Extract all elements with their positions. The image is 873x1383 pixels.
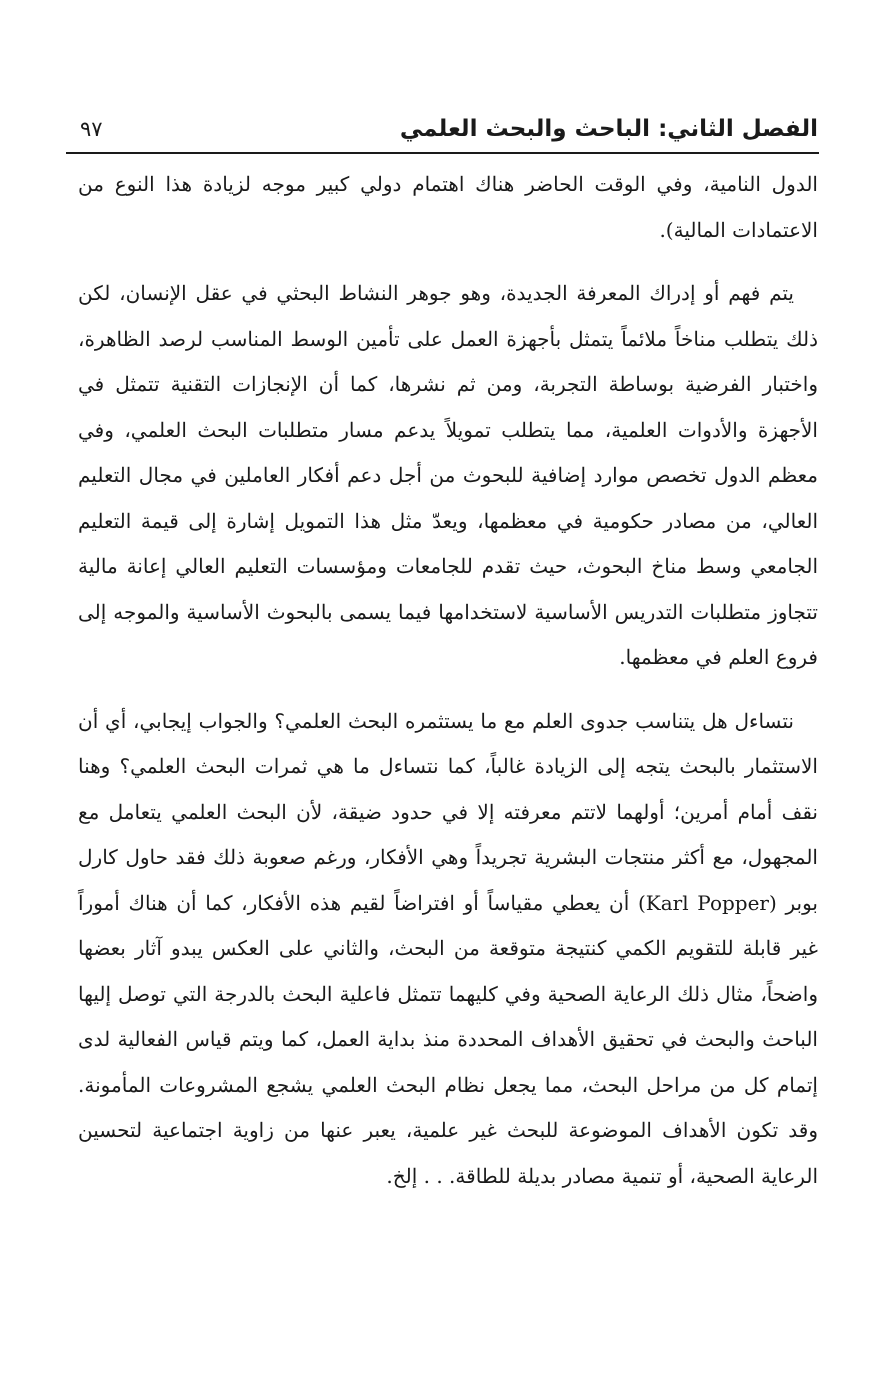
body-text: [78, 162, 818, 1199]
page-number: ٩٧: [80, 117, 103, 141]
paragraph-3: نتساءل هل يتناسب جدوى العلم مع ما يستثمره البحث العلمي؟ والجواب إيجابي، أي أن الاستثمار بالبحث يتجه إلى الزيادة غالباً، كما نتساءل ما هي ثمرات البحث العلمي؟ وهنا نقف أمام أمرين؛ أولهما لاتتم معرفته إلا في حدود ضيقة، لأن البحث العلمي يتعامل مع المجهول، مع أكثر منتجات البشرية تجريداً وهي الأفكار، ورغم صعوبة ذلك فقد حاول كارل بوبر (Karl Popper) أن يعطي مقياساً أو افتراضاً لقيم هذه الأفكار، كما أن هناك أموراً غير قابلة للتقويم الكمي كنتيجة متوقعة من البحث، والثاني على العكس يبدو آثار بعضها واضحاً، مثال ذلك الرعاية الصحية وفي كليهما تتمثل فاعلية البحث بالدرجة التي توصل إليها الباحث والبحث في تحقيق الأهداف المحددة منذ بداية العمل، كما ويتم قياس الفعالية لدى إتمام كل من مراحل البحث، مما يجعل نظام البحث العلمي يشجع المشروعات المأمونة. وقد تكون الأهداف الموضوعة للبحث غير علمية، يعبر عنها من زاوية اجتماعية لتحسين الرعاية الصحية، أو تنمية مصادر بديلة للطاقة. . . إلخ.: [78, 708, 818, 1188]
paragraph-2: يتم فهم أو إدراك المعرفة الجديدة، وهو جوهر النشاط البحثي في عقل الإنسان، لكن ذلك يتطلب مناخاً ملائماً يتمثل بأجهزة العمل على تأمين الوسط المناسب لرصد الظاهرة، واختبار الفرضية بوساطة التجربة، ومن ثم نشرها، كما أن الإنجازات التقنية تتمثل في الأجهزة والأدوات العلمية، مما يتطلب تمويلاً يدعم مسار متطلبات البحث العلمي، وفي معظم الدول تخصص موارد إضافية للبحوث من أجل دعم أفكار العاملين في مجال التعليم العالي، من مصادر حكومية في معظمها، ويعدّ مثل هذا التمويل إشارة إلى قيمة التعليم الجامعي وسط مناخ البحوث، حيث تقدم للجامعات ومؤسسات التعليم العالي إعانة مالية تتجاوز متطلبات التدريس الأساسية لاستخدامها فيما يسمى بالبحوث الأساسية والموجه إلى فروع العلم في معظمها.: [78, 281, 818, 669]
running-header: [72, 112, 818, 152]
header-divider: [66, 152, 819, 154]
paragraph-1: الدول النامية، وفي الوقت الحاضر هناك اهتمام دولي كبير موجه لزيادة هذا النوع من الاعتمادات المالية).: [78, 172, 818, 242]
chapter-title: الفصل الثاني: الباحث والبحث العلمي: [399, 116, 818, 142]
